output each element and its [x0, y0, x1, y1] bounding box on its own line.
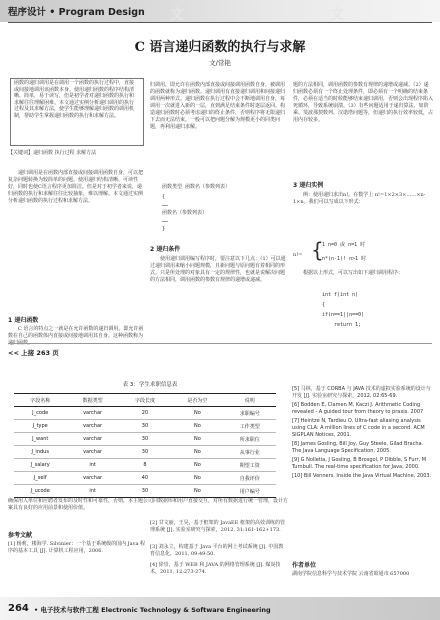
- table-cell: J_want: [14, 433, 66, 446]
- watermark: 文: [170, 7, 184, 23]
- references-right: [292, 386, 432, 480]
- table-header-cell: 数据类型: [66, 394, 118, 407]
- brace-icon: {: [311, 238, 324, 262]
- article-author: 文/常艳: [209, 59, 231, 67]
- table-cell: varchar: [66, 472, 118, 485]
- col3-paragraph: 题的方法相同，调用函数的参数有规律的递增或递减。（2）递归函数必须有一个终止处理条件，即必须有一个明确的结束条件，必须在适当的时候能够结束递归调用，否则会出现程序陷入死循环，导致系统崩溃。（3）有些问题适用于递归算法，如阶乘、斐波那契数列、汉诺塔问题等，但递归的执行效率较低，占用内存较多。: [293, 82, 434, 123]
- table-row: [14, 485, 276, 498]
- table-row: [14, 459, 276, 472]
- table-cell: No: [171, 472, 223, 485]
- page-number: 264: [8, 603, 29, 614]
- reference-item: [7] Heintze N, Tardieu O. Ultra-fast aliasing analysis using CLA: A million lines of C code in a second. ACM SIGPLAN Notices, 2001.: [292, 418, 425, 438]
- table-row: [14, 446, 276, 459]
- table-cell: 自我评价: [224, 472, 276, 485]
- reference-item: [9] G Nolletia, J Gosling, B Brosgol, P Dibble, S Furr, M Turnbull. The real-time specification for Java, 2000.: [292, 457, 427, 470]
- code-line: ……: [162, 218, 169, 224]
- data-table: [14, 393, 276, 498]
- code-line: {: [162, 194, 166, 200]
- col2-paragraph: 归调用，即允许在函数内部直接或间接调用函数自身，被调用的函数就称为递归函数。递归调用有直接递归调用和间接递归调用两种形式。递归函数在执行过程中会不断地调用自身，每调用一次就进入新的一层，直到满足结束条件时逐层返回。构造递归函数时必须考虑递归的终止条件，否则程序将无限递归下去而无法结束。一般可以把问题分解为规模更小的同类问题，再利用递归求解。: [150, 82, 286, 130]
- reference-item: [10] Bill Venners. Inside the Java Virtual Machine, 2003.: [292, 473, 432, 479]
- table-cell: 所求职位: [224, 433, 276, 446]
- reference-item: [4] 徐崇，基于 WEB 和 JAVA 的网络管理系统 [J]. 煤炭技术，2011, 12:273-274.: [150, 562, 281, 575]
- heading-3: 3 递归实例: [293, 182, 324, 189]
- paragraph-2: 使用递归调用编写程序时，要注意以下几点：（1）可以通过递归调用来缩小问题规模，且新问题与原问题有着相同的形式。只是所处理的对象具有一定的规律性，也就是说解决问题的方法相同，调用函数的参数有规律的递增或递减。: [150, 256, 286, 283]
- keywords: 【关键词】递归函数 执行过程 求解方法: [8, 150, 97, 156]
- table-cell: 30: [119, 420, 171, 433]
- program-line: {: [322, 302, 326, 308]
- heading-1: 1 递归函数: [8, 317, 39, 324]
- table-row: [14, 407, 276, 420]
- code-signature: 函数类型 函数名（参数列表）: [162, 184, 231, 190]
- section-title: 程序设计 • Program Design: [8, 7, 145, 18]
- table-header-cell: 说明: [224, 394, 276, 407]
- table-cell: 30: [119, 485, 171, 498]
- author-unit: 湖南学院信息科学与技术学院 云南省昭通市 657000: [292, 571, 410, 577]
- paragraph-1: C 语言的特点之一就是在允许函数的递归调用，即允许函数在自己的函数体内直接或间接地调用其自身。这种函数称为: [8, 326, 144, 339]
- heading-2: 2 递归条件: [150, 246, 181, 253]
- reference-item: [5] 马林，基于 CORBA 与 JAVA 技术的虚拟实验系统的设计与开发 [J]. 实验室研究与探索，2012, 02:65-69.: [292, 386, 431, 399]
- program-line: if(n==1||n==0): [322, 312, 365, 318]
- paragraph-3: 例：使用递归求出n!。在数学上 n!=1×2×3×……×n-1×n。我们可以写成以下形式：: [293, 192, 426, 205]
- reference-item: [8] James Gosling, Bill Joy, Guy Steele, Gilad Bracha. The Java Language Specification, 2005.: [292, 441, 424, 454]
- table-cell: 40: [119, 472, 171, 485]
- reference-item: [3] 刘永立，构建基于 Java 平台的网上考试系统 [J]. 中国教育信息化，2011, 09:49-50.: [150, 544, 284, 557]
- abstract: 函数的递归调用是在调用一个函数的执行过程中，直接或间接地调用该函数本身。使用递归函数的程序结构清晰、简单，易于读写，但是初学者对递归函数的执行和求解往往理解困难。本文通过实例分析递归调用的执行过程及其求解方法，使学生能够理解递归函数的调用机制，帮助学生掌握递归函数的执行和求解方法。: [14, 80, 135, 119]
- table-cell: No: [171, 446, 223, 459]
- author-unit-heading: 作者单位: [292, 562, 317, 569]
- table-cell: varchar: [66, 446, 118, 459]
- table-cell: varchar: [66, 407, 118, 420]
- journal-name: • 电子技术与软件工程 Electronic Technology & Software Engineering: [34, 606, 271, 614]
- table-cell: J_salary: [14, 459, 66, 472]
- table-cell: No: [171, 420, 223, 433]
- article-title: C 语言递归函数的执行与求解: [134, 40, 306, 55]
- table-cell: int: [66, 485, 118, 498]
- code-line: 函数名（参数列表）: [162, 210, 208, 216]
- paragraph-3b: 根据以上形式，可以写出如下递归调用程序：: [303, 270, 404, 276]
- watermark: 文: [330, 7, 344, 23]
- intro-paragraph: 递归调用是在函数内部直接或间接调用函数自身，可以把复杂问题转换为较简单的问题。使用递归结构清晰、可读性好，同时也使C语言程序更加简洁。但是对于初学者来说，递归函数的执行和求解往往比较抽象，难以理解。本文通过实例分析递归函数的执行过程和求解方法。: [8, 170, 144, 204]
- table-cell: No: [171, 459, 223, 472]
- reference-item: [6] Bodden E, Clamen M, Kaczi J. Arithmetic Coding revealed - A guided tour from theory to praxis. 2007: [292, 402, 424, 415]
- table-cell: varchar: [66, 433, 118, 446]
- table-cell: 8: [119, 459, 171, 472]
- table-cell: 工作类型: [224, 420, 276, 433]
- closing-paragraph: 确保用人单位和应聘者发布的及时性和可靠性，否则，本主题公司同数据库和用户直接交互，对所有数据进行统一管理，设计方案具有良好的应用前景和使用价值。: [8, 498, 289, 511]
- formula-lhs: n!=: [293, 252, 303, 258]
- table-cell: J_code: [14, 407, 66, 420]
- table-cell: 30: [119, 446, 171, 459]
- table-cell: 从事行业: [224, 446, 276, 459]
- table-cell: 期望工资: [224, 459, 276, 472]
- table-cell: 求职编号: [224, 407, 276, 420]
- program-line: int f(int n): [322, 292, 359, 298]
- table-cell: J_ucode: [14, 485, 66, 498]
- table-cell: J_self: [14, 472, 66, 485]
- code-line: }: [162, 226, 166, 232]
- table-cell: No: [171, 433, 223, 446]
- continued-marker: << 上接 263 页: [8, 349, 59, 357]
- table-row: [14, 433, 276, 446]
- table-cell: 用户编号: [224, 485, 276, 498]
- watermark: 文: [250, 7, 264, 23]
- formula-case-2: n*(n-1)! n>1 时: [322, 256, 367, 262]
- table-cell: No: [171, 485, 223, 498]
- header-rule: [8, 22, 432, 23]
- table-header-cell: 是否为空: [171, 394, 223, 407]
- table-cell: J_indus: [14, 446, 66, 459]
- program-line: return 1;: [334, 322, 362, 328]
- formula-case-1: 1 n=0 或 n=1 时: [322, 242, 366, 248]
- table-cell: J_type: [14, 420, 66, 433]
- table-caption: 表 3：学生求职信息表: [122, 382, 178, 388]
- section-divider: [8, 343, 432, 344]
- table-cell: 20: [119, 407, 171, 420]
- table-cell: 30: [119, 433, 171, 446]
- table-cell: varchar: [66, 420, 118, 433]
- reference-item: [2] 甘文丽，王昊，基于框架的 JavaEE 框架的高效训练的管理系统 [J]. 实验室研究与探索，2012, 31:161-162+173.: [150, 520, 285, 533]
- table-header-cell: 字段名称: [14, 394, 66, 407]
- references-heading: 参考文献: [8, 532, 33, 539]
- code-line: ……: [162, 202, 169, 208]
- table-cell: int: [66, 459, 118, 472]
- reference-item: [1] 杨莉，楼海学. Silvinier：一个基于系统级的国内 Java 程序的基本工具 [J]. 计算机工程应用，2006.: [8, 541, 146, 554]
- table-header-row: [14, 394, 276, 407]
- table-cell: No: [171, 407, 223, 420]
- table-header-cell: 字段长度: [119, 394, 171, 407]
- table-row: [14, 472, 276, 485]
- table-row: [14, 420, 276, 433]
